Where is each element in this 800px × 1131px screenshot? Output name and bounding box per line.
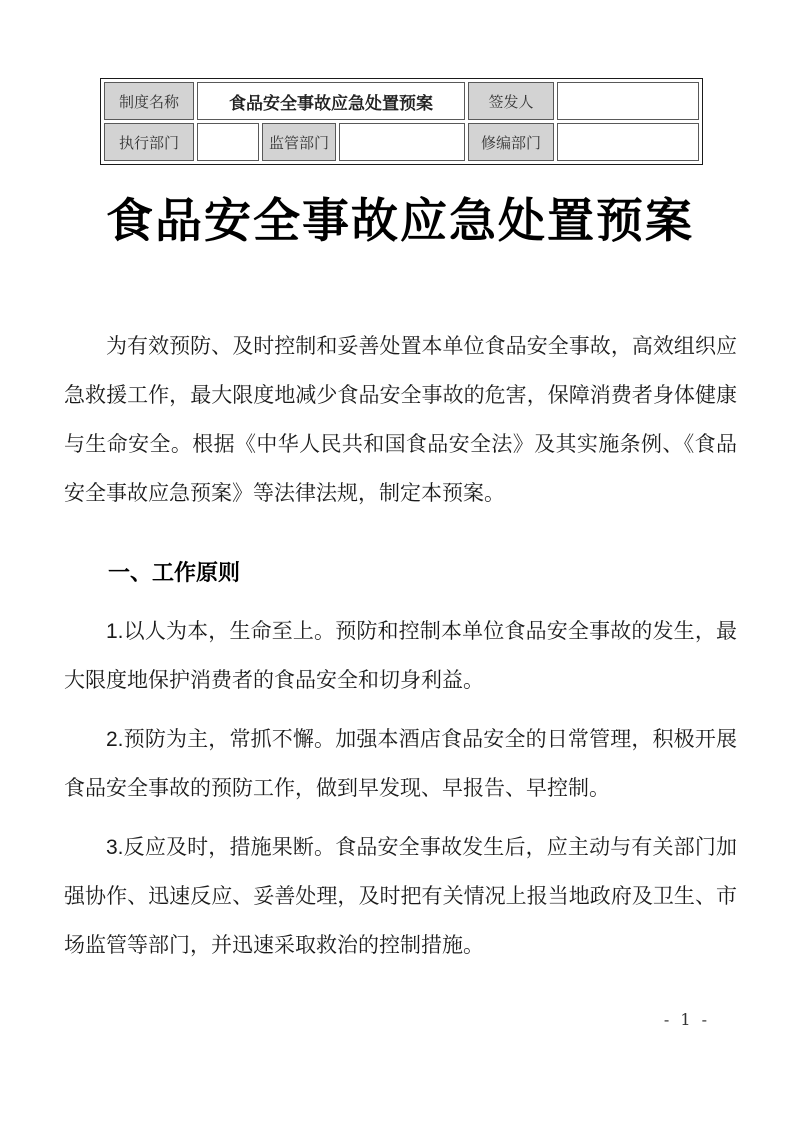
system-name-label: 制度名称 (104, 82, 194, 120)
document-title: 食品安全事故应急处置预案 (106, 194, 694, 249)
info-table-row-1 (104, 82, 699, 120)
issuer-label: 签发人 (468, 82, 554, 120)
document-info-table (100, 78, 703, 165)
supervising-dept-value-cell (339, 123, 465, 161)
revision-dept-label: 修编部门 (468, 123, 554, 161)
system-name-value: 食品安全事故应急处置预案 (197, 82, 465, 120)
principle-paragraph-3: 3.反应及时，措施果断。食品安全事故发生后，应主动与有关部门加强协作、迅速反应、妥善处理，及时把有关情况上报当地政府及卫生、市场监管等部门，并迅速采取救治的控制措施。 (64, 836, 737, 957)
document-body (64, 322, 737, 980)
principle-paragraph-1: 1.以人为本，生命至上。预防和控制本单位食品安全事故的发生，最大限度地保护消费者的食品安全和切身利益。 (64, 620, 737, 692)
intro-paragraph: 为有效预防、及时控制和妥善处置本单位食品安全事故，高效组织应急救援工作，最大限度地减少食品安全事故的危害，保障消费者身体健康与生命安全。根据《中华人民共和国食品安全法》及其实施条例、《食品安全事故应急预案》等法律法规，制定本预案。 (64, 335, 737, 505)
executing-dept-label: 执行部门 (104, 123, 194, 161)
page-number: - 1 - (663, 1010, 710, 1029)
section-heading-work-principles: 一、工作原则 (108, 560, 241, 585)
principle-paragraph-2: 2.预防为主，常抓不懈。加强本酒店食品安全的日常管理，积极开展食品安全事故的预防工作，做到早发现、早报告、早控制。 (64, 728, 737, 800)
supervising-dept-label: 监管部门 (262, 123, 336, 161)
info-table-row-2 (104, 123, 699, 161)
executing-dept-value-cell (197, 123, 259, 161)
revision-dept-value-cell (557, 123, 699, 161)
issuer-value-cell (557, 82, 699, 120)
